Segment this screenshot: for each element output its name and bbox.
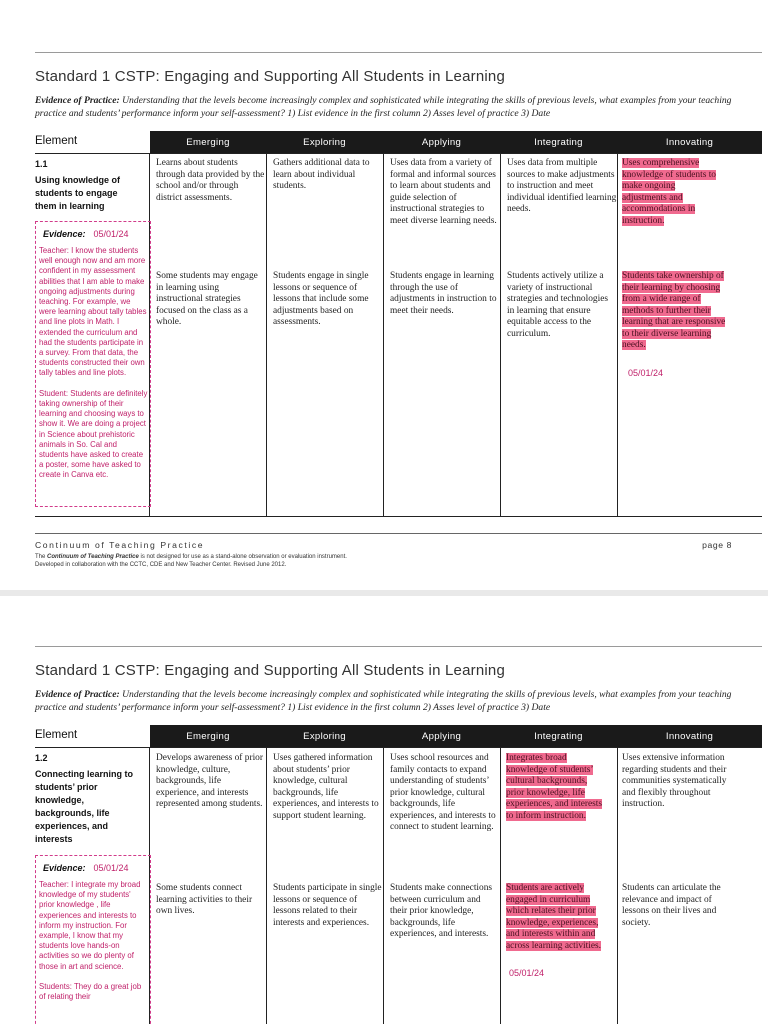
evidence-box [35, 221, 151, 507]
level-header-integrating: Integrating [500, 725, 617, 748]
table-bottom-rule [35, 516, 762, 517]
column-divider [383, 154, 384, 516]
descriptor-applying-2: Students make connections between curriculum and their prior knowledge, backgrounds, life experiences, and interests. [390, 883, 493, 939]
level-header-applying: Applying [383, 131, 500, 154]
element-number: 1.1 [35, 159, 48, 169]
evidence-of-practice [35, 94, 735, 120]
descriptor-innovating-1 [622, 158, 722, 227]
footer-note-post: is not designed for use as a stand-alone observation or evaluation instrument. [138, 554, 347, 560]
descriptor-exploring-1: Gathers additional data to learn about individual students. [273, 158, 370, 191]
evidence-of-practice-text: Understanding that the levels become increasingly complex and sophisticated while integrating the skills of previous levels, what examples from your teaching practice and students’ performance inform your self-assessment? 1) List evidence in the first column 2) Asses level of practice 3) Date [35, 689, 732, 713]
level-header-exploring: Exploring [266, 131, 383, 154]
footer-note-line2: Developed in collaboration with the CCTC, CDE and New Teacher Center. Revised June 2012. [35, 562, 287, 568]
element-description: Connecting learning to students’ prior knowledge, backgrounds, life experiences, and interests [35, 769, 133, 844]
table-rule [35, 153, 762, 154]
level-header-innovating: Innovating [617, 725, 762, 748]
descriptor-innovating-1: Uses extensive information regarding students and their communities systematically and flexibly throughout instruction. [622, 753, 727, 809]
column-divider [266, 748, 267, 1024]
descriptor-exploring-2: Students participate in single lessons or sequence of lessons related to their interests and experiences. [273, 883, 382, 928]
descriptor-integrating-2 [506, 883, 606, 952]
level-header-exploring: Exploring [266, 725, 383, 748]
descriptor-exploring-2: Students engage in single lessons or sequence of lessons that include some adjustments based on assessments. [273, 271, 369, 327]
page-title: Standard 1 CSTP: Engaging and Supporting All Students in Learning [35, 662, 505, 679]
evidence-date: 05/01/24 [93, 863, 129, 873]
descriptor-emerging-1: Learns about students through data provided by the school and/or through district assessments. [156, 158, 265, 203]
footer-note-italic: Continuum of Teaching Practice [47, 554, 139, 560]
level-date: 05/01/24 [628, 368, 664, 378]
descriptor-innovating-2 [622, 271, 734, 352]
footer-note [35, 553, 347, 569]
level-header-emerging: Emerging [150, 131, 266, 154]
highlighted-descriptor: Students are actively engaged in curriculum which relates their prior knowledge, experiences, and interests within and across learning activities. [506, 883, 602, 951]
descriptor-applying-1: Uses school resources and family contacts to expand understanding of students’ prior knowledge, cultural backgrounds, life experiences, and interests to connect to student learning. [390, 753, 496, 832]
table-rule [35, 747, 762, 748]
column-divider [500, 154, 501, 516]
descriptor-emerging-2: Some students connect learning activities to their own lives. [156, 883, 253, 916]
element-number: 1.2 [35, 753, 48, 763]
descriptor-applying-2: Students engage in learning through the use of adjustments in instruction to meet their needs. [390, 271, 497, 316]
descriptor-emerging-2: Some students may engage in learning using instructional strategies focused on the class as a whole. [156, 271, 258, 327]
document-page-9 [0, 596, 768, 1024]
highlighted-descriptor: Integrates broad knowledge of students’ cultural backgrounds, prior knowledge, life experiences, and interests to inform instruction. [506, 753, 603, 821]
page-number: page 8 [702, 540, 732, 550]
evidence-label: Evidence: [43, 229, 86, 239]
top-rule [35, 52, 762, 53]
column-divider [617, 154, 618, 516]
level-header-integrating: Integrating [500, 131, 617, 154]
evidence-of-practice-label: Evidence of Practice: [35, 95, 120, 106]
column-divider [383, 748, 384, 1024]
level-date: 05/01/24 [509, 968, 545, 978]
descriptor-emerging-1: Develops awareness of prior knowledge, culture, backgrounds, life experience, and interests represented among students. [156, 753, 263, 809]
descriptor-integrating-2: Students actively utilize a variety of instructional strategies and technologies in learning that ensure equitable access to the curriculum. [507, 271, 609, 339]
column-divider [617, 748, 618, 1024]
level-header-applying: Applying [383, 725, 500, 748]
top-rule [35, 646, 762, 647]
footer-rule [35, 533, 762, 534]
evidence-text: Teacher: I integrate my broad knowledge of my students' prior knowledge , life experiences and interests to inform my instruction. For example, I know that my students love hands-on activities so we do plenty of those in art and science. Students: They do a great job of relating their [39, 880, 142, 1002]
level-header-emerging: Emerging [150, 725, 266, 748]
evidence-text: Teacher: I know the students well enough now and am more confident in my assessment abilities that I am able to make ongoing adjustments during teaching. For example, we were learning about tally tables and line plots in Math. I extended the curriculum and had the students participate in a survey. From that data, the students constructed their own tally tables and line plots. Student: Students are definitely taking ownership of their learning and choosing ways to show it. We are doing a project in Science about prehistoric animals in So. Cal and students have asked to create a poster, some have asked to create in Canva etc. [39, 246, 148, 480]
element-description: Using knowledge of students to engage them in learning [35, 175, 121, 211]
column-divider [500, 748, 501, 1024]
evidence-of-practice-text: Understanding that the levels become increasingly complex and sophisticated while integrating the skills of previous levels, what examples from your teaching practice and students’ performance inform your self-assessment? 1) List evidence in the first column 2) Asses level of practice 3) Date [35, 95, 732, 119]
evidence-box [35, 855, 151, 1024]
column-divider [266, 154, 267, 516]
highlighted-descriptor: Uses comprehensive knowledge of students to make ongoing adjustments and accommodations in instruction. [622, 158, 716, 226]
level-header-innovating: Innovating [617, 131, 762, 154]
footer-note-pre: The [35, 554, 48, 560]
descriptor-exploring-1: Uses gathered information about students’ prior knowledge, cultural backgrounds, life experiences, and interests to support student learning. [273, 753, 379, 821]
element-column-header: Element [35, 135, 78, 147]
descriptor-innovating-2: Students can articulate the relevance and impact of lessons on their lives and society. [622, 883, 721, 928]
footer-title: Continuum of Teaching Practice [35, 540, 205, 550]
highlighted-descriptor: Students take ownership of their learning by choosing from a wide range of methods to further their learning that are responsive to their diverse learning needs. [622, 271, 726, 350]
evidence-label: Evidence: [43, 863, 86, 873]
evidence-date: 05/01/24 [93, 229, 129, 239]
descriptor-integrating-1 [506, 753, 606, 822]
descriptor-integrating-1: Uses data from multiple sources to make adjustments to instruction and meet individual identified learning needs. [507, 158, 617, 214]
evidence-of-practice [35, 688, 735, 714]
evidence-of-practice-label: Evidence of Practice: [35, 689, 120, 700]
page-title: Standard 1 CSTP: Engaging and Supporting All Students in Learning [35, 68, 505, 85]
element-column-header: Element [35, 729, 78, 741]
descriptor-applying-1: Uses data from a variety of formal and informal sources to learn about students and guide selection of instructional strategies to meet diverse learning needs. [390, 158, 497, 226]
